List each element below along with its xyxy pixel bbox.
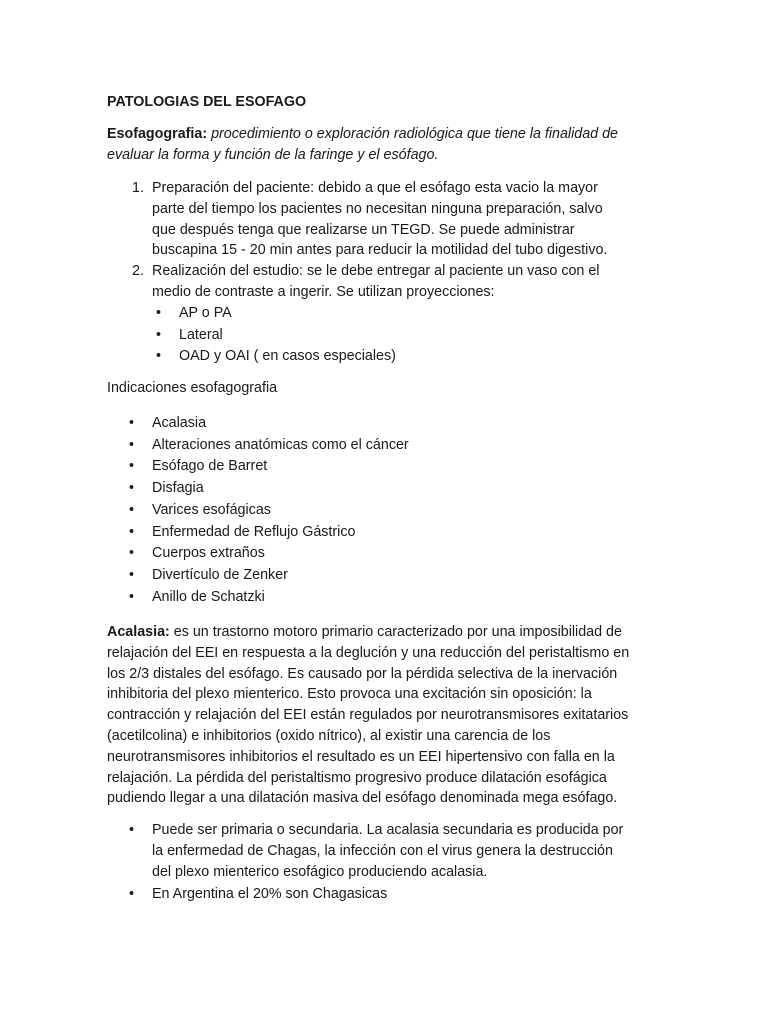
indication-label: Disfagia bbox=[152, 480, 204, 497]
indications-heading: Indicaciones esofagografia bbox=[107, 380, 278, 396]
acalasia-definition bbox=[107, 622, 632, 809]
bullet-icon: • bbox=[129, 415, 135, 431]
procedure-steps bbox=[107, 178, 627, 368]
projection-item bbox=[152, 303, 627, 325]
acalasia-notes bbox=[107, 820, 627, 905]
acalasia-text: es un trastorno motoro primario caracterizado por una imposibilidad de relajación del EEI en respuesta a la deglución y una reducción del peristaltismo en los 2/3 distales del esófago. Es causado por la pérdida selectiva de la inervación inhibitoria del plexo mienterico. Esto provoca una excitación sin oposición: la contracción y relajación del EEI están regulados por neurotransmisores exitatarios (acetilcolina) e inhibitorios (oxido nítrico), al existir una carencia de los neurotransmisores inhibitorios el resultado es un EEI hipertensivo con falla en la relajación. La pérdida del peristaltismo progresivo produce dilatación esofágica pudiendo llegar a una dilatación masiva del esófago denominada mega esófago. bbox=[107, 624, 630, 807]
bullet-icon: • bbox=[156, 304, 162, 321]
esofagografia-text: procedimiento o exploración radiológica que tiene la finalidad de evaluar la forma y función de la faringe y el esófago. bbox=[107, 126, 619, 163]
indication-item bbox=[107, 500, 627, 522]
note-item bbox=[107, 820, 627, 884]
indication-item bbox=[107, 522, 627, 544]
projection-label: Lateral bbox=[179, 326, 223, 343]
esofagografia-definition bbox=[107, 124, 647, 166]
indication-label: Enfermedad de Reflujo Gástrico bbox=[152, 523, 356, 540]
bullet-icon: • bbox=[129, 480, 135, 497]
bullet-icon: • bbox=[129, 566, 135, 583]
step-realization bbox=[107, 261, 627, 368]
bullet-icon: • bbox=[156, 348, 162, 365]
projection-label: OAD y OAI ( en casos especiales) bbox=[179, 348, 396, 365]
step-preparation bbox=[107, 178, 627, 261]
indication-label: Acalasia bbox=[152, 415, 207, 431]
projection-label: AP o PA bbox=[179, 304, 232, 321]
bullet-icon: • bbox=[156, 326, 162, 343]
indication-label: Varices esofágicas bbox=[152, 501, 271, 518]
indication-item bbox=[107, 456, 627, 478]
projection-item bbox=[152, 346, 627, 368]
note-text: Puede ser primaria o secundaria. La acalasia secundaria es producida por la enfermedad de Chagas, la infección con el virus genera la destrucción del plexo mienterico esofágico produciendo acalasia. bbox=[152, 822, 624, 881]
projection-item bbox=[152, 325, 627, 347]
bullet-icon: • bbox=[129, 501, 135, 518]
bullet-icon: • bbox=[129, 822, 135, 838]
indication-item bbox=[107, 413, 627, 435]
indication-item bbox=[107, 587, 627, 609]
acalasia-label: Acalasia: bbox=[107, 624, 170, 640]
indication-label: Anillo de Schatzki bbox=[152, 588, 265, 605]
step-number: 1. bbox=[132, 180, 144, 196]
indication-item bbox=[107, 478, 627, 500]
indication-item bbox=[107, 435, 627, 457]
bullet-icon: • bbox=[129, 436, 135, 453]
projection-list bbox=[152, 303, 627, 368]
indication-item bbox=[107, 543, 627, 565]
indications-list bbox=[107, 413, 627, 608]
indication-item bbox=[107, 565, 627, 587]
indication-label: Esófago de Barret bbox=[152, 458, 268, 475]
bullet-icon: • bbox=[129, 458, 135, 475]
note-text: En Argentina el 20% son Chagasicas bbox=[152, 885, 388, 902]
esofagografia-label: Esofagografia: bbox=[107, 126, 208, 142]
indication-label: Divertículo de Zenker bbox=[152, 566, 288, 583]
bullet-icon: • bbox=[129, 588, 135, 605]
indication-label: Cuerpos extraños bbox=[152, 545, 265, 562]
bullet-icon: • bbox=[129, 545, 135, 562]
step-text: Preparación del paciente: debido a que el esófago esta vacio la mayor parte del tiempo los pacientes no necesitan ninguna preparación, salvo que después tenga que realizarse un TEGD. Se puede administrar buscapina 15 - 20 min antes para reducir la motilidad del tubo digestivo. bbox=[152, 180, 608, 259]
step-number: 2. bbox=[132, 263, 144, 280]
document-title: PATOLOGIAS DEL ESOFAGO bbox=[107, 94, 307, 110]
indication-label: Alteraciones anatómicas como el cáncer bbox=[152, 436, 409, 453]
bullet-icon: • bbox=[129, 523, 135, 540]
step-text: Realización del estudio: se le debe entregar al paciente un vaso con el medio de contraste a ingerir. Se utilizan proyecciones: bbox=[152, 263, 600, 300]
note-item bbox=[107, 884, 627, 905]
bullet-icon: • bbox=[129, 885, 135, 902]
